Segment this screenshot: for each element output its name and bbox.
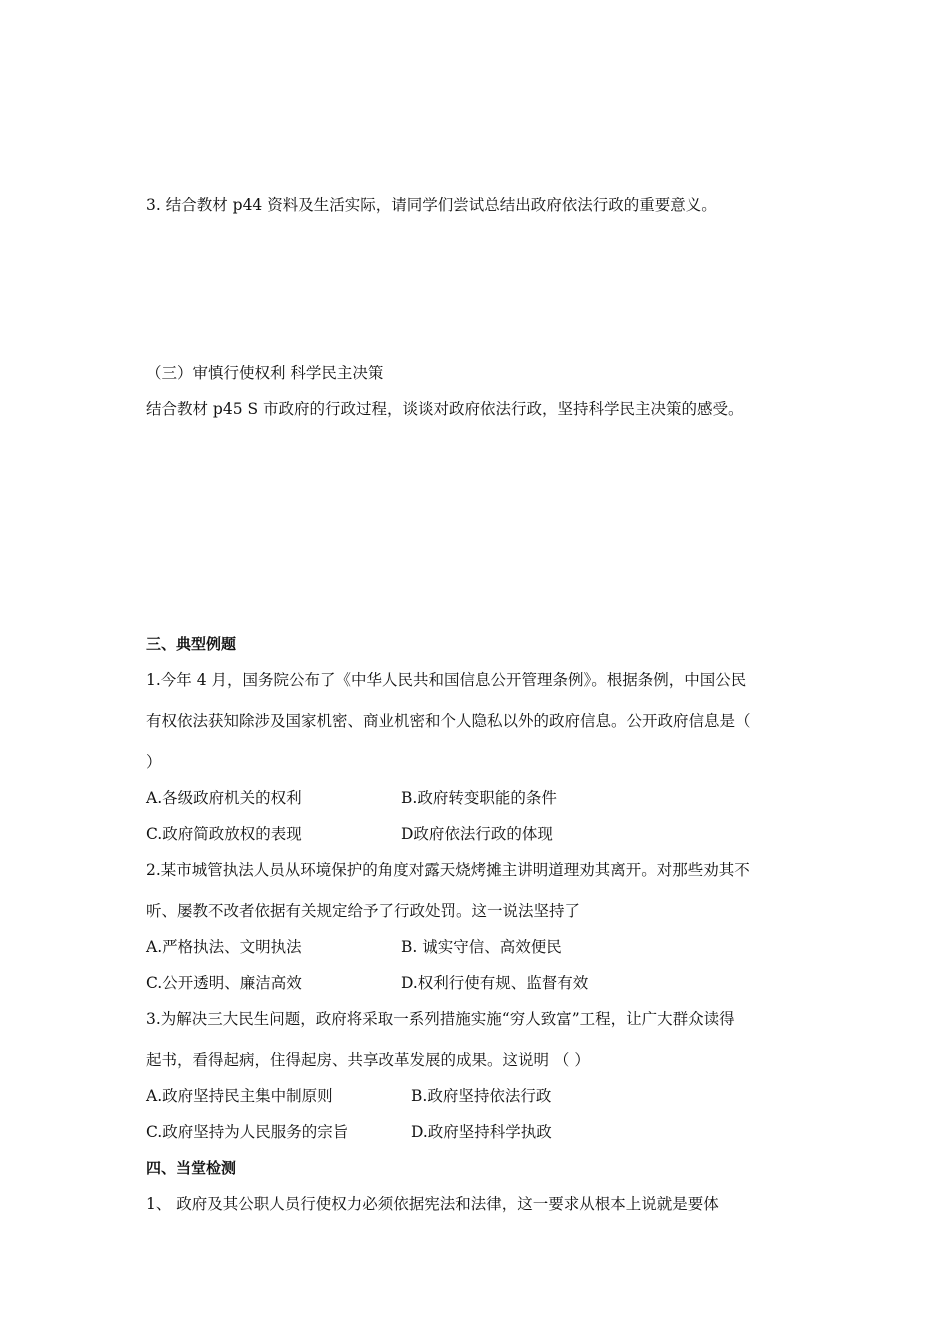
examples-heading: 三、典型例题 (146, 635, 237, 653)
example-1-line-3: ） (146, 753, 162, 771)
example-2-option-c: C.公开透明、廉洁高效 (146, 974, 302, 992)
example-3-option-a: A.政府坚持民主集中制原则 (146, 1087, 333, 1105)
example-1-line-1: 1.今年 4 月，国务院公布了《中华人民共和国信息公开管理条例》。根据条例，中国公民 (146, 671, 747, 689)
example-3-option-b: B.政府坚持依法行政 (411, 1087, 552, 1105)
example-1-line-2: 有权依法获知除涉及国家机密、商业机密和个人隐私以外的政府信息。公开政府信息是（ (146, 712, 751, 730)
q3-prompt: 3. 结合教材 p44 资料及生活实际，请同学们尝试总结出政府依法行政的重要意义。 (146, 196, 717, 214)
check-heading: 四、当堂检测 (146, 1159, 237, 1177)
section-3-heading: （三）审慎行使权利 科学民主决策 (146, 364, 384, 382)
example-2-option-d: D.权利行使有规、监督有效 (401, 974, 589, 992)
example-2-option-b: B. 诚实守信、高效便民 (401, 938, 562, 956)
example-2-option-a: A.严格执法、文明执法 (146, 938, 302, 956)
example-3-option-c: C.政府坚持为人民服务的宗旨 (146, 1123, 349, 1141)
example-3-option-d: D.政府坚持科学执政 (411, 1123, 552, 1141)
example-2-line-1: 2.某市城管执法人员从环境保护的角度对露天烧烤摊主讲明道理劝其离开。对那些劝其不 (146, 861, 750, 879)
section-3-prompt: 结合教材 p45 S 市政府的行政过程，谈谈对政府依法行政，坚持科学民主决策的感受。 (146, 400, 744, 418)
example-2-line-2: 听、屡教不改者依据有关规定给予了行政处罚。这一说法坚持了 (146, 902, 581, 920)
example-3-line-2: 起书，看得起病，住得起房、共享改革发展的成果。这说明 （ ） (146, 1051, 590, 1069)
example-1-option-c: C.政府简政放权的表现 (146, 825, 302, 843)
example-1-option-b: B.政府转变职能的条件 (401, 789, 557, 807)
example-3-line-1: 3.为解决三大民生问题，政府将采取一系列措施实施“穷人致富”工程，让广大群众读得 (146, 1010, 735, 1028)
example-1-option-a: A.各级政府机关的权利 (146, 789, 302, 807)
example-1-option-d: D政府依法行政的体现 (401, 825, 553, 843)
check-1-line-1: 1、 政府及其公职人员行使权力必须依据宪法和法律，这一要求从根本上说就是要体 (146, 1195, 719, 1213)
